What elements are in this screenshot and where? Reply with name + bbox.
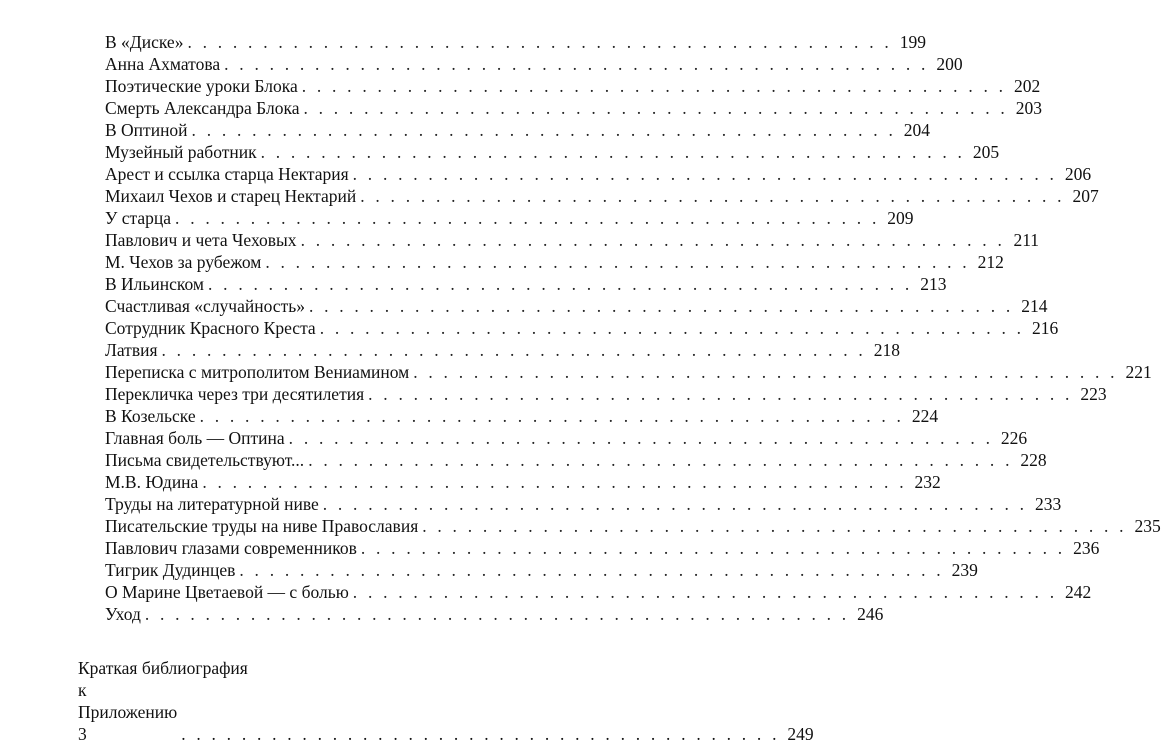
toc-entry-title: Смерть Александра Блока [105, 98, 300, 118]
dot-leader: . . . . . . . . . . . . . . . . . . . . . . . . . . . . . . . . . . . . . . . . . . . . . . . [303, 98, 1008, 118]
dot-leader: . . . . . . . . . . . . . . . . . . . . . . . . . . . . . . . . . . . . . . . . . . . . . . . [413, 362, 1118, 382]
toc-entry-title: Сотрудник Красного Креста [105, 318, 316, 338]
toc-entry-page: 218 [873, 340, 900, 360]
toc-entry-page: 214 [1021, 296, 1048, 316]
dot-leader: . . . . . . . . . . . . . . . . . . . . . . . . . . . . . . . . . . . . . . . . . . . . . . . [208, 274, 913, 294]
toc-entry-page: 209 [887, 208, 914, 228]
toc-entry-title-line2: к Приложению 3 [78, 680, 178, 744]
toc-entry-title: Письма свидетельствуют... [105, 450, 305, 470]
toc-entry-page: 202 [1013, 76, 1041, 96]
toc-entry-title: Арест и ссылка старца Нектария [105, 164, 349, 184]
toc-entry-title: Анна Ахматова [105, 54, 221, 74]
toc-entry-page: 239 [951, 560, 978, 580]
toc-entry-title: Уход [105, 604, 141, 624]
toc-entry-title: М.В. Юдина [105, 472, 199, 492]
toc-entry-title: Павлович глазами современников [105, 538, 357, 558]
toc-entry-page: 226 [1000, 428, 1028, 448]
toc-entry-page: 211 [1013, 230, 1040, 250]
toc-entry-page: 204 [903, 120, 931, 140]
toc-entry-title: М. Чехов за рубежом [105, 252, 262, 272]
toc-entry-title: Поэтические уроки Блока [105, 76, 298, 96]
toc-entry-title: О Марине Цветаевой — с болью [105, 582, 349, 602]
dot-leader: . . . . . . . . . . . . . . . . . . . . . . . . . . . . . . . . . . . . . . . . . . . . . . . [175, 208, 880, 228]
toc-entry-title: Михаил Чехов и старец Нектарий [105, 186, 357, 206]
toc-entry [105, 229, 1040, 251]
toc-entry-title: Павлович и чета Чеховых [105, 230, 297, 250]
toc-entry-title: У старца [105, 208, 172, 228]
toc-entry-page: 212 [977, 252, 1004, 272]
dot-leader: . . . . . . . . . . . . . . . . . . . . . . . . . . . . . . . . . . . . . . . . . . . . . . . [161, 340, 866, 360]
dot-leader: . . . . . . . . . . . . . . . . . . . . . . . . . . . . . . . . . . . . . . . . . . . . . . . [288, 428, 994, 448]
toc-entry [105, 185, 1099, 207]
toc-entry-page: 242 [1065, 582, 1092, 602]
toc-entry-page: 206 [1064, 164, 1092, 184]
dot-leader: . . . . . . . . . . . . . . . . . . . . . . . . . . . . . . . . . . . . . . . . . . . . . . . [301, 76, 1007, 96]
dot-leader: . . . . . . . . . . . . . . . . . . . . . . . . . . . . . . . . . . . . . . . . . . . . . . . [260, 142, 966, 162]
dot-leader: . . . . . . . . . . . . . . . . . . . . . . . . . . . . . . . . . . . . . . . . . . . . . . . [322, 494, 1028, 514]
toc-entry [105, 405, 939, 427]
toc-entry-title: Музейный работник [105, 142, 257, 162]
toc-entry [105, 141, 1000, 163]
dot-leader: . . . . . . . . . . . . . . . . . . . . . . . . . . . . . . . . . . . . . . . . . . . . . . . [422, 516, 1127, 536]
dot-leader: . . . . . . . . . . . . . . . . . . . . . . . . . . . . . . . . . . . . . . . . . . . . . . . [308, 450, 1013, 470]
dot-leader: . . . . . . . . . . . . . . . . . . . . . . . . . . . . . . . . . . . . . . . . . . . . . . . [368, 384, 1073, 404]
toc-entry-page: 205 [972, 142, 1000, 162]
dot-leader: . . . . . . . . . . . . . . . . . . . . . . . . . . . . . . . . . . . . . . . . . . . . . . . [352, 164, 1058, 184]
toc-entry [105, 493, 1062, 515]
toc-entry-page: 235 [1134, 516, 1161, 536]
toc-entry [105, 361, 1152, 383]
toc-entry-title: Труды на литературной ниве [105, 494, 319, 514]
toc-entry [105, 339, 900, 361]
toc-entry [105, 163, 1092, 185]
toc-entry-page: 221 [1125, 362, 1152, 382]
toc-entry [105, 317, 1059, 339]
toc-entry-page: 203 [1015, 98, 1042, 118]
toc-entry [105, 383, 1107, 405]
toc-entry-title: Переписка с митрополитом Вениамином [105, 362, 410, 382]
dot-leader: . . . . . . . . . . . . . . . . . . . . . . . . . . . . . . . . . . . . . . . . . . . . . . . [191, 120, 897, 140]
toc-entry-page: 232 [914, 472, 941, 492]
toc-entry-page: 216 [1031, 318, 1059, 338]
dot-leader: . . . . . . . . . . . . . . . . . . . . . . . . . . . . . . . . . . . . . . . . . . . . . . . [352, 582, 1058, 602]
toc-entry [105, 471, 941, 493]
toc-entry-title: Писательские труды на ниве Православия [105, 516, 419, 536]
toc-entry-page: 223 [1080, 384, 1107, 404]
toc-entry [105, 251, 1004, 273]
dot-leader: . . . . . . . . . . . . . . . . . . . . . . . . . . . . . . . . . . . . . . . . . . . . . . . [360, 538, 1066, 558]
toc-entry-page: 236 [1073, 538, 1100, 558]
toc-entry [105, 207, 914, 229]
toc-entry-title: Главная боль — Оптина [105, 428, 285, 448]
toc-entry-page: 207 [1072, 186, 1099, 206]
toc-entry-bibliography [78, 657, 814, 745]
toc-entry [105, 75, 1041, 97]
dot-leader: . . . . . . . . . . . . . . . . . . . . . . . . . . . . . . . . . . . . . . . . . . . . . . . [360, 186, 1065, 206]
toc-entry-page: 246 [857, 604, 884, 624]
toc-list [0, 31, 1161, 625]
dot-leader: . . . . . . . . . . . . . . . . . . . . . . . . . . . . . . . . . . . . . . . . . . . . . . . [308, 296, 1014, 316]
toc-entry-title-line1: Краткая библиография [78, 658, 248, 678]
toc-entry [105, 537, 1100, 559]
dot-leader: . . . . . . . . . . . . . . . . . . . . . . . . . . . . . . . . . . . . . . . . . . . . . . . [187, 32, 892, 52]
toc-entry-title: В Ильинском [105, 274, 205, 294]
dot-leader: . . . . . . . . . . . . . . . . . . . . . . . . . . . . . . . . . . . . . . . . . . . . . . . [199, 406, 905, 426]
dot-leader: . . . . . . . . . . . . . . . . . . . . . . . . . . . . . . . . . . . . . . . . . . . . . . . [300, 230, 1006, 250]
toc-entry [105, 559, 978, 581]
toc-entry-title: В Козельске [105, 406, 196, 426]
dot-leader: . . . . . . . . . . . . . . . . . . . . . . . . . . . . . . . . . . . . . . . . . . . . . . . [144, 604, 850, 624]
toc-entry-title: Перекличка через три десятилетия [105, 384, 365, 404]
toc-entry [105, 97, 1042, 119]
toc-entry [105, 53, 963, 75]
toc-entry-title: Тигрик Дудинцев [105, 560, 236, 580]
dot-leader: . . . . . . . . . . . . . . . . . . . . . . . . . . . . . . . . . . . . . . . . . . . . . . . [239, 560, 944, 580]
toc-entry-page: 213 [920, 274, 947, 294]
toc-entry [105, 449, 1047, 471]
dot-leader: . . . . . . . . . . . . . . . . . . . . . . . . . . . . . . . . . . . . . . . . . . . . . . . [202, 472, 907, 492]
toc-entry [105, 515, 1161, 537]
dot-leader: . . . . . . . . . . . . . . . . . . . . . . . . . . . . . . . . . . . . . . . . . . . . . . . [224, 54, 929, 74]
toc-entry [105, 581, 1092, 603]
toc-entry [105, 273, 947, 295]
toc-entry-page: 199 [899, 32, 926, 52]
dot-leader: . . . . . . . . . . . . . . . . . . . . . . . . . . . . . . . . . . . . . . . . . . . . . . . [265, 252, 970, 272]
toc-entry-title: В «Диске» [105, 32, 184, 52]
toc-entry-page: 249 [787, 724, 814, 744]
toc-entry-page: 233 [1034, 494, 1062, 514]
dot-leader: . . . . . . . . . . . . . . . . . . . . . . . . . . . . . . . . . . . . . . . . [181, 724, 780, 744]
toc-entry [105, 119, 931, 141]
toc-entry-page: 200 [936, 54, 963, 74]
dot-leader: . . . . . . . . . . . . . . . . . . . . . . . . . . . . . . . . . . . . . . . . . . . . . . . [319, 318, 1025, 338]
toc-entry-title: Латвия [105, 340, 158, 360]
toc-entry [105, 427, 1028, 449]
toc-entry-title: Счастливая «случайность» [105, 296, 305, 316]
toc-entry [105, 31, 926, 53]
toc-entry-title: В Оптиной [105, 120, 188, 140]
toc-entry [105, 603, 884, 625]
toc-entry [105, 295, 1048, 317]
toc-entry-page: 224 [911, 406, 939, 426]
toc-entry-page: 228 [1020, 450, 1047, 470]
